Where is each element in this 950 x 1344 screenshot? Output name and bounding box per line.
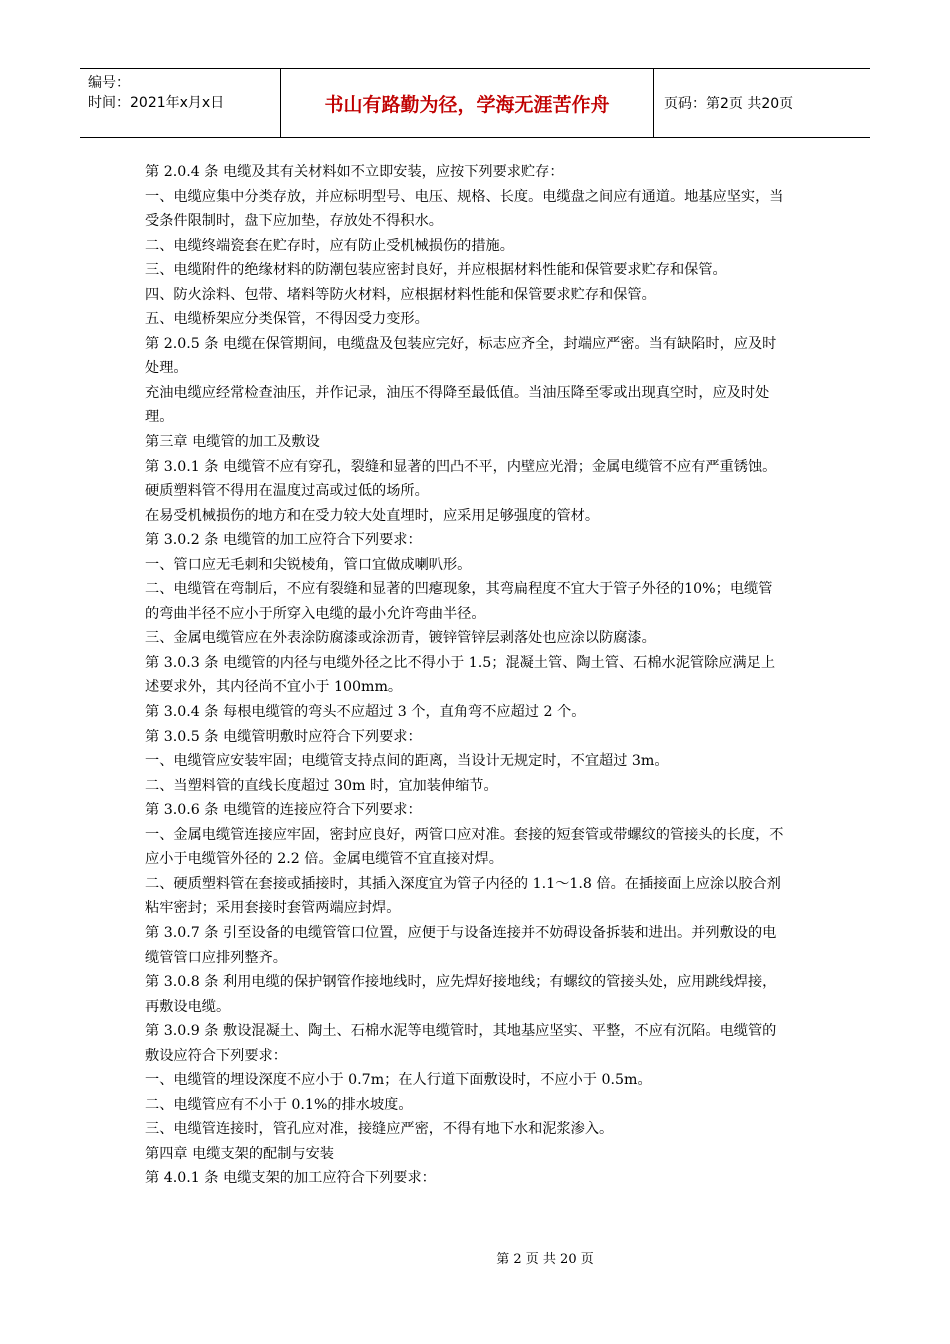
paragraph: 充油电缆应经常检查油压，并作记录，油压不得降至最低值。当油压降至零或出现真空时，应及时处理。 bbox=[145, 384, 770, 426]
paragraph: 第 3.0.7 条 引至设备的电缆管管口位置，应便于与设备连接并不妨碍设备拆装和进出。并列敷设的电缆管管口应排列整齐。 bbox=[145, 924, 777, 966]
paragraph: 二、电缆管应有不小于 0.1%的排水坡度。 bbox=[145, 1096, 413, 1113]
paragraph: 第 2.0.4 条 电缆及其有关材料如不立即安装，应按下列要求贮存： bbox=[145, 164, 564, 180]
paragraph: 在易受机械损伤的地方和在受力较大处直埋时，应采用足够强度的管材。 bbox=[145, 507, 600, 524]
paragraph: 第 3.0.2 条 电缆管的加工应符合下列要求： bbox=[145, 532, 422, 549]
paragraph: 第 4.0.1 条 电缆支架的加工应符合下列要求： bbox=[145, 1170, 436, 1187]
paragraph: 一、电缆应集中分类存放，并应标明型号、电压、规格、长度。电缆盘之间应有通道。地基应坚实，当受条件限制时，盘下应加垫，存放处不得积水。 bbox=[145, 188, 784, 230]
paragraph: 三、电缆附件的绝缘材料的防潮包装应密封良好，并应根据材料性能和保管要求贮存和保管。 bbox=[145, 262, 727, 279]
page-footer: 第 2 页 共 20 页 bbox=[496, 1252, 594, 1267]
header-pager: 页码：第2页 共20页 bbox=[664, 96, 794, 112]
paragraph: 一、金属电缆管连接应牢固，密封应良好，两管口应对准。套接的短套管或带螺纹的管接头的长度，不应小于电缆管外径的 2.2 倍。金属电缆管不宜直接对焊。 bbox=[145, 826, 784, 868]
paragraph: 二、电缆管在弯制后，不应有裂缝和显著的凹瘪现象，其弯扁程度不宜大于管子外径的10%；电缆管的弯曲半径不应小于所穿入电缆的最小允许弯曲半径。 bbox=[145, 581, 773, 622]
paragraph: 五、电缆桥架应分类保管，不得因受力变形。 bbox=[145, 311, 429, 328]
paragraph: 第 2.0.5 条 电缆在保管期间，电缆盘及包装应完好，标志应齐全，封端应严密。当有缺陷时，应及时处理。 bbox=[145, 335, 777, 377]
paragraph: 二、电缆终端瓷套在贮存时，应有防止受机械损伤的措施。 bbox=[145, 237, 514, 254]
paragraph: 三、电缆管连接时，管孔应对准，接缝应严密，不得有地下水和泥浆渗入。 bbox=[145, 1121, 614, 1138]
paragraph: 第四章 电缆支架的配制与安装 bbox=[145, 1145, 334, 1162]
document-body bbox=[145, 160, 785, 1191]
paragraph: 第 3.0.3 条 电缆管的内径与电缆外径之比不得小于 1.5；混凝土管、陶土管、石棉水泥管除应满足上述要求外，其内径尚不宜小于 100mm。 bbox=[145, 654, 776, 696]
paragraph: 第 3.0.8 条 利用电缆的保护钢管作接地线时，应先焊好接地线；有螺纹的管接头处，应用跳线焊接，再敷设电缆。 bbox=[145, 974, 777, 1015]
paragraph: 第 3.0.1 条 电缆管不应有穿孔，裂缝和显著的凹凸不平，内壁应光滑；金属电缆管不应有严重锈蚀。硬质塑料管不得用在温度过高或过低的场所。 bbox=[145, 458, 777, 500]
header-motto: 书山有路勤为径，学海无涯苦作舟 bbox=[281, 69, 654, 137]
paragraph: 一、管口应无毛刺和尖锐棱角，管口宜做成喇叭形。 bbox=[145, 556, 472, 573]
paragraph: 第三章 电缆管的加工及敷设 bbox=[145, 434, 320, 451]
page-header bbox=[80, 68, 870, 138]
paragraph: 第 3.0.4 条 每根电缆管的弯头不应超过 3 个，直角弯不应超过 2 个。 bbox=[145, 704, 586, 721]
paragraph: 二、当塑料管的直线长度超过 30m 时，宜加装伸缩节。 bbox=[145, 777, 498, 794]
paragraph: 三、金属电缆管应在外表涂防腐漆或涂沥青，镀锌管锌层剥落处也应涂以防腐漆。 bbox=[145, 630, 656, 647]
paragraph: 第 3.0.6 条 电缆管的连接应符合下列要求： bbox=[145, 802, 422, 819]
date-label: 时间：2021年x月x日 bbox=[88, 95, 225, 111]
paragraph: 一、电缆管应安装牢固；电缆管支持点间的距离，当设计无规定时，不宜超过 3m。 bbox=[145, 753, 669, 770]
serial-label: 编号： bbox=[88, 75, 130, 91]
paragraph: 第 3.0.9 条 敷设混凝土、陶土、石棉水泥等电缆管时，其地基应坚实、平整，不应有沉陷。电缆管的敷设应符合下列要求： bbox=[145, 1023, 777, 1064]
paragraph: 第 3.0.5 条 电缆管明敷时应符合下列要求： bbox=[145, 728, 422, 745]
header-meta bbox=[80, 69, 281, 137]
paragraph: 四、防火涂料、包带、堵料等防火材料，应根据材料性能和保管要求贮存和保管。 bbox=[145, 286, 656, 303]
paragraph: 一、电缆管的埋设深度不应小于 0.7m；在人行道下面敷设时，不应小于 0.5m。 bbox=[145, 1072, 652, 1089]
paragraph: 二、硬质塑料管在套接或插接时，其插入深度宜为管子内径的 1.1～1.8 倍。在插接面上应涂以胶合剂粘牢密封；采用套接时套管两端应封焊。 bbox=[145, 875, 781, 917]
